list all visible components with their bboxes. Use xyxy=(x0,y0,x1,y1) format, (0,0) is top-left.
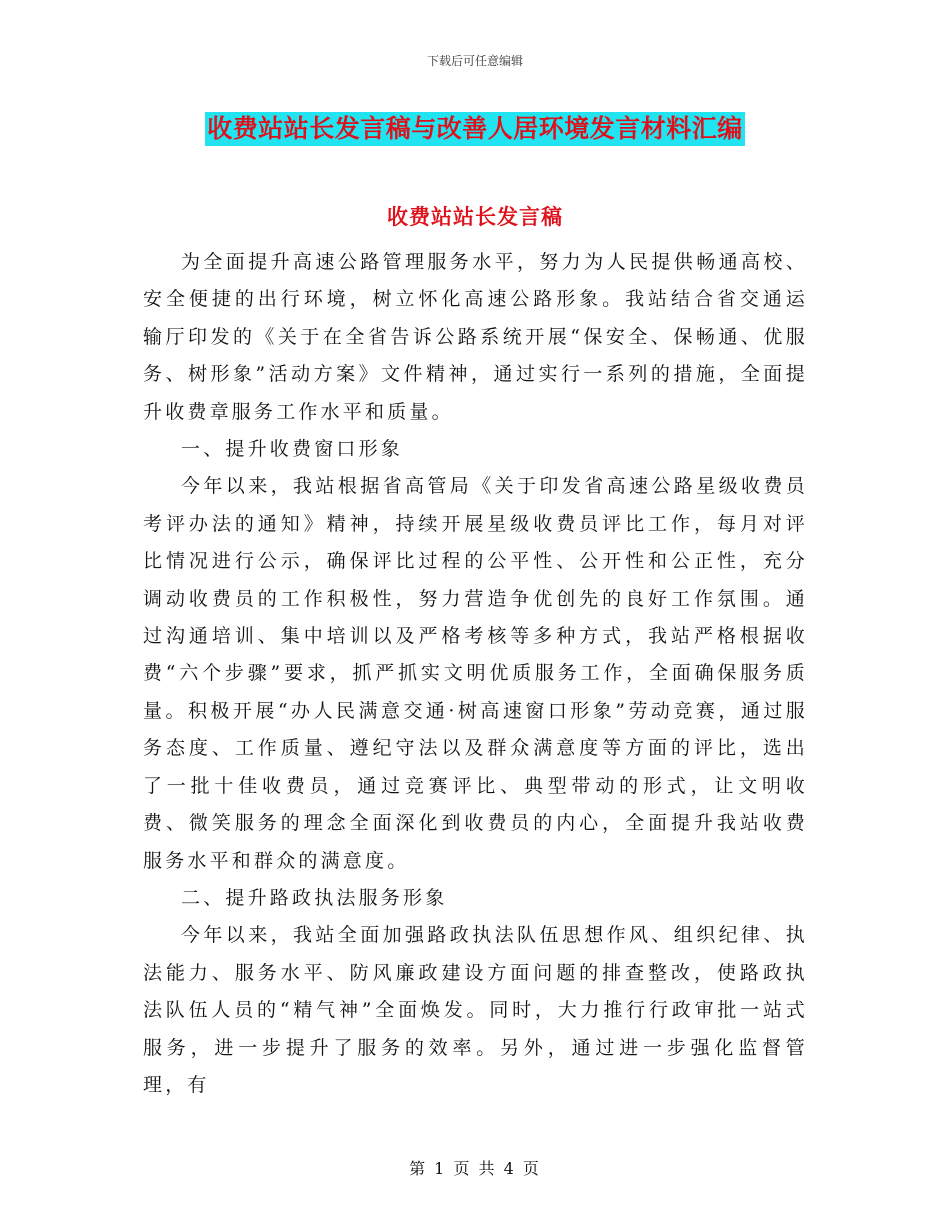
heading-section-2: 二、提升路政执法服务形象 xyxy=(181,886,448,909)
body-text xyxy=(143,244,808,1104)
paragraph-section-2: 今年以来，我站全面加强路政执法队伍思想作风、组织纪律、执法能力、服务水平、防风廉政建设方面问题的排查整改，使路政执法队伍人员的“精气神”全面焕发。同时，大力推行行政审批一站式服务，进一步提升了服务的效率。另外，通过进一步强化监督管理，有 xyxy=(143,924,808,1096)
section-title: 收费站站长发言稿 xyxy=(387,205,563,229)
main-title: 收费站站长发言稿与改善人居环境发言材料汇编 xyxy=(205,112,745,146)
heading-section-1: 一、提升收费窗口形象 xyxy=(181,438,404,461)
header-note: 下载后可任意编辑 xyxy=(426,54,523,68)
page-number-footer: 第 1 页 共 4 页 xyxy=(409,1159,541,1178)
paragraph-intro: 为全面提升高速公路管理服务水平，努力为人民提供畅通高校、安全便捷的出行环境，树立怀化高速公路形象。我站结合省交通运输厅印发的《关于在全省告诉公路系统开展“保安全、保畅通、优服务、树形象”活动方案》文件精神，通过实行一系列的措施，全面提升收费章服务工作水平和质量。 xyxy=(143,251,808,423)
main-title-container xyxy=(0,112,950,146)
paragraph-section-1: 今年以来，我站根据省高管局《关于印发省高速公路星级收费员考评办法的通知》精神，持续开展星级收费员评比工作，每月对评比情况进行公示，确保评比过程的公平性、公开性和公正性，充分调动收费员的工作积极性，努力营造争优创先的良好工作氛围。通过沟通培训、集中培训以及严格考核等多种方式，我站严格根据收费“六个步骤”要求，抓严抓实文明优质服务工作，全面确保服务质量。积极开展“办人民满意交通·树高速窗口形象”劳动竞赛，通过服务态度、工作质量、遵纪守法以及群众满意度等方面的评比，选出了一批十佳收费员，通过竞赛评比、典型带动的形式，让文明收费、微笑服务的理念全面深化到收费员的内心，全面提升我站收费服务水平和群众的满意度。 xyxy=(143,475,808,872)
